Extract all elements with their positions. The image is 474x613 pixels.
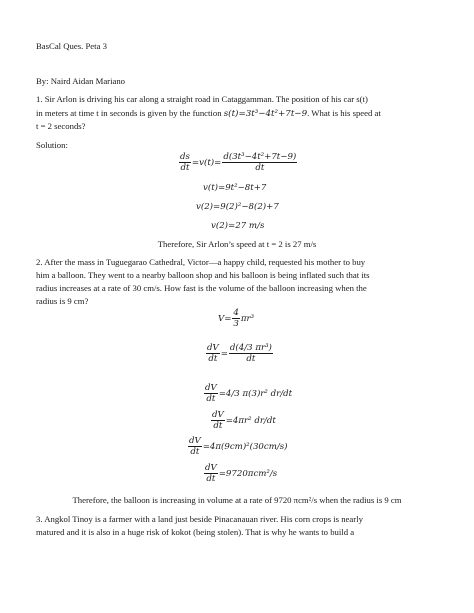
q1-line2-text: in meters at time t in seconds is given by the function [36,108,222,118]
q2-line1: 2. After the mass in Tuguegarao Cathedral, Victor—a happy child, requested his mother to buy [36,257,366,267]
q1-eq1-rhs-num: d(3t³−4t²+7t−9) [223,152,297,162]
q2-eq1-frac-den: 3 [233,319,239,329]
q2-line4: radius is 9 cm? [36,296,89,306]
q1-eq1-rhs-den: dt [255,163,265,173]
q1-eq-velocity: v(t)=9t²−8t+7 [203,183,267,193]
q1-eq1-rhs-frac [222,152,297,173]
q2-eq4-lhs-frac [211,410,225,431]
q1-position-function: s(t)=3t³−4t²+7t−9 [223,109,308,119]
q2-eq-chain-rule [203,383,292,404]
q2-eq-volume [218,308,254,329]
q2-conclusion: Therefore, the balloon is increasing in volume at a rate of 9720 πcm²/s when the radius is 9 cm [72,495,402,505]
q2-eq-simplified [210,410,276,431]
q2-eq2-lhs-frac [206,343,220,364]
q2-eq5-lhs-frac [188,436,202,457]
q1-eq-result: v(2)=27 m/s [211,221,265,231]
q2-line2: him a balloon. They went to a nearby balloon shop and his balloon is being inflated such that its [36,270,370,280]
q2-eq6-lhs-num: dV [205,463,217,473]
q2-eq5-rhs: =4π(9cm)²(30cm/s) [202,442,288,452]
q2-eq2-lhs-num: dV [207,343,219,353]
q2-eq-derivative: $\frac{dV}{dt}$ = $\frac{\text{d(4/3 πr³)}}{dt}$ [207,343,272,364]
q2-eq4-lhs-num: dV [212,410,224,420]
q1-eq-derivative [178,152,298,173]
q3-line2: matured and it is also in a huge risk of kokot (being stolen). That is why he wants to build a [36,527,355,537]
q2-eq-substitute [187,436,288,457]
q2-eq1-rest: πr³ [240,314,255,324]
q2-eq1-frac [232,308,239,329]
q2-eq2-lhs-den: dt [208,354,218,364]
doc-author: By: Naird Aidan Mariano [36,76,126,86]
q2-eq4-lhs-den: dt [213,421,223,431]
q2-eq6-rhs: =9720πcm²/s [218,469,278,479]
q2-eq-result [203,463,277,484]
q2-eq2-rhs-den: dt [246,354,256,364]
q1-eq-substitute: v(2)=9(2)²−8(2)+7 [196,202,279,212]
q1-line3: t = 2 seconds? [36,121,86,131]
q2-eq6-lhs-frac [204,463,218,484]
q2-eq3-lhs-frac [204,383,218,404]
q2-eq2-rhs-num: d(4/3 πr³) [229,343,272,353]
q1-solution-label: Solution: [36,140,68,150]
q2-eq3-rhs: =4/3 π(3)r² dr/dt [218,389,293,399]
q2-eq5-lhs-den: dt [190,447,200,457]
q2-eq6-lhs-den: dt [206,474,216,484]
q2-eq4-rhs: =4πr² dr/dt [225,416,276,426]
q2-eq2-rhs-frac [229,343,273,364]
q1-line2-tail: . What is his speed at [307,108,381,118]
q1-eq1-mid: =v(t)= [191,158,222,168]
doc-title: BasCal Ques. Peta 3 [36,41,107,51]
q1-line2 [36,107,381,120]
q3-line1: 3. Angkol Tinoy is a farmer with a land just beside Pinacanauan river. His corn crops is nearly [36,514,363,524]
q2-eq3-lhs-num: dV [205,383,217,393]
q1-eq1-lhs-num: ds [180,152,190,162]
q2-eq5-lhs-num: dV [189,436,201,446]
q1-eq1-lhs-den: dt [180,163,190,173]
q2-eq3-lhs-den: dt [206,394,216,404]
q2-eq1-lhs: V= [218,314,232,324]
q1-line1: 1. Sir Arlon is driving his car along a straight road in Cataggamman. The position of his car s(t) [36,94,368,104]
q2-line3: radius increases at a rate of 30 cm/s. How fast is the volume of the balloon increasing when the [36,283,367,293]
q1-conclusion: Therefore, Sir Arlon’s speed at t = 2 is 27 m/s [157,239,317,249]
q1-eq1-lhs-frac [179,152,191,173]
q2-eq1-frac-num: 4 [233,308,239,318]
